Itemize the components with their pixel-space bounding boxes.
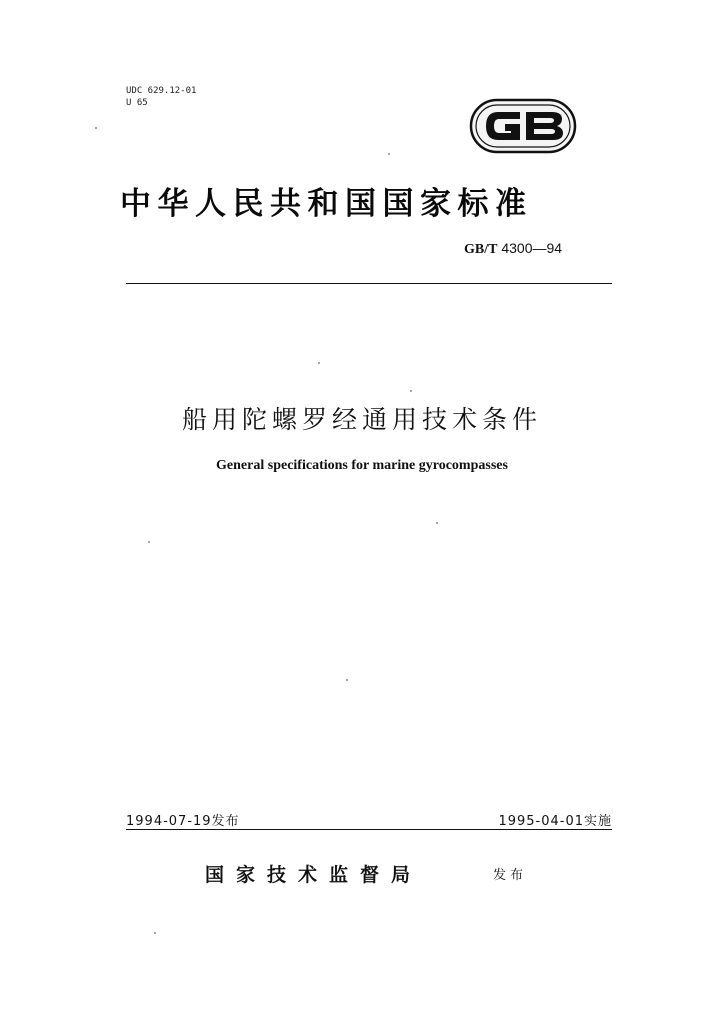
standard-number: [464, 240, 614, 258]
scan-speck: [388, 153, 390, 155]
publish-label: 发布: [493, 868, 528, 883]
implementation-date: 1995-04-01实施: [498, 814, 612, 829]
issue-date: 1994-07-19发布: [126, 814, 240, 829]
classification-block: [126, 85, 196, 109]
gb-logo: [468, 96, 580, 158]
udc-code: UDC 629.12-01: [126, 86, 197, 96]
scan-speck: [148, 541, 150, 543]
scan-speck: [410, 390, 412, 392]
scan-speck: [154, 932, 156, 934]
document-title-english: General specifications for marine gyrocompasses: [216, 458, 508, 473]
bottom-divider: [126, 829, 612, 830]
standard-number-prefix: GB/T: [464, 242, 498, 257]
scan-speck: [95, 127, 97, 129]
standard-number-value: 4300—94: [497, 240, 563, 256]
scan-speck: [436, 522, 438, 524]
category-code: U 65: [126, 98, 148, 108]
scan-speck: [318, 362, 320, 364]
scan-speck: [346, 679, 348, 681]
national-standard-heading: 中华人民共和国国家标准: [120, 186, 533, 222]
top-divider: [126, 283, 612, 284]
publisher-name: 国家技术监督局: [205, 864, 423, 886]
document-title-chinese: 船用陀螺罗经通用技术条件: [181, 405, 542, 434]
